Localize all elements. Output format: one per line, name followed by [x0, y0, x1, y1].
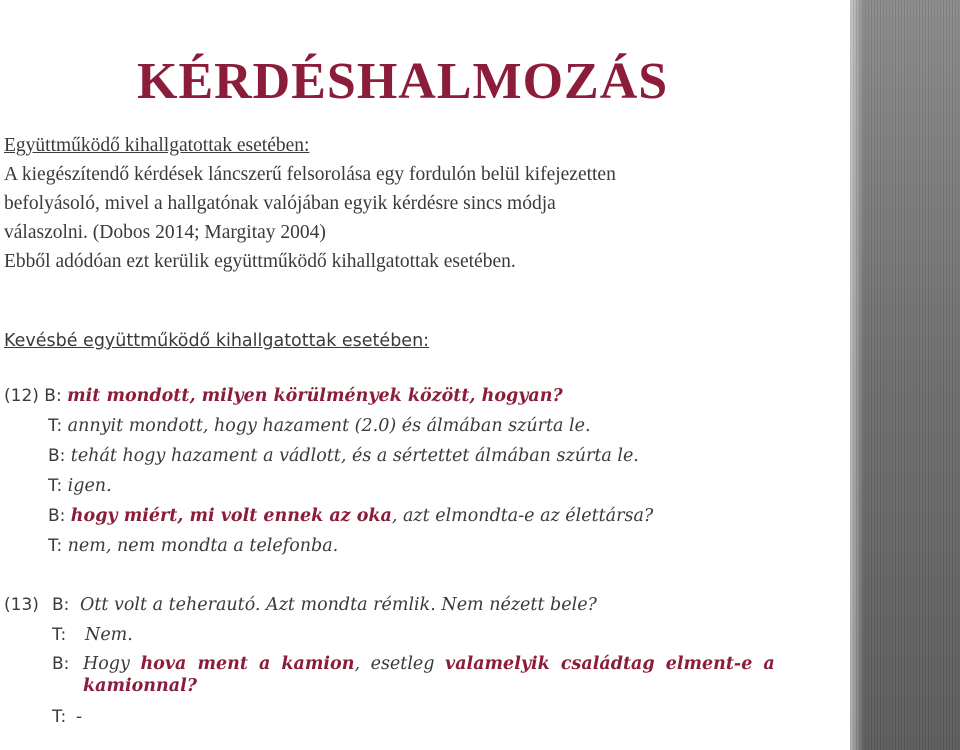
slide-title: KÉRDÉSHALMOZÁS: [137, 53, 669, 110]
ex12-answer-1: annyit mondott, hogy hazament (2.0) és álmában szúrta le.: [67, 416, 591, 436]
ex13-answer-2: -: [76, 707, 83, 727]
cooperative-heading: Együttműködő kihallgatottak esetében:: [4, 135, 310, 156]
ex13-number: (13): [4, 595, 39, 615]
ex13-speaker-t: T:: [52, 707, 67, 727]
less-cooperative-heading: Kevésbé együttműködő kihallgatottak esetében:: [4, 331, 430, 351]
ex13-question-1: Ott volt a teherautó. Azt mondta rémlik. Nem nézett bele?: [80, 595, 597, 615]
cooperative-line-4: Ebből adódóan ezt kerülik együttműködő kihallgatottak esetében.: [4, 251, 516, 272]
ex12-question-2: tehát hogy hazament a vádlott, és a sértettet álmában szúrta le.: [70, 446, 639, 466]
ex12-speaker-t: T:: [48, 416, 68, 436]
ex13-speaker-b: B:: [52, 654, 70, 674]
ex13-speaker-t: T:: [52, 625, 67, 645]
ex13-question-2-highlight-3: kamionnal?: [83, 676, 197, 696]
decorative-side-band: [850, 0, 960, 750]
ex12-question-1: mit mondott, milyen körülmények között, hogyan?: [67, 386, 563, 406]
ex12-line-6: [48, 532, 338, 561]
ex13-question-2-middle: , esetleg: [354, 654, 446, 674]
ex12-speaker-b: (12) B:: [4, 386, 68, 406]
ex13-answer-1: Nem.: [85, 625, 133, 645]
ex12-answer-3: nem, nem mondta a telefonba.: [67, 536, 339, 556]
ex12-line-5: [48, 502, 653, 531]
ex12-line-1: [4, 382, 563, 411]
ex13-question-2-start: Hogy: [83, 654, 141, 674]
ex12-speaker-b: B:: [48, 506, 71, 526]
cooperative-section: [4, 131, 616, 276]
cooperative-line-2: befolyásoló, mivel a hallgatónak valójában egyik kérdésre sincs módja: [4, 193, 556, 214]
cooperative-line-3: válaszolni. (Dobos 2014; Margitay 2004): [4, 222, 326, 243]
ex12-line-4: [48, 472, 112, 501]
ex12-answer-2: igen.: [67, 476, 112, 496]
ex13-speaker-b: B:: [52, 595, 70, 615]
ex13-question-2-highlight-1: hova ment a kamion: [140, 654, 355, 674]
ex12-question-3-rest: , azt elmondta-e az élettársa?: [391, 506, 654, 526]
ex12-speaker-b: B:: [48, 446, 71, 466]
cooperative-line-1: A kiegészítendő kérdések láncszerű felsorolása egy fordulón belül kifejezetten: [4, 164, 616, 185]
ex12-line-2: [48, 412, 591, 441]
ex12-speaker-t: T:: [48, 476, 68, 496]
ex12-line-3: [48, 442, 639, 471]
ex12-question-3-highlight: hogy miért, mi volt ennek az oka: [70, 506, 392, 526]
ex13-question-2-highlight-2: valamelyik családtag elment-e a: [445, 654, 775, 674]
ex12-speaker-t: T:: [48, 536, 68, 556]
